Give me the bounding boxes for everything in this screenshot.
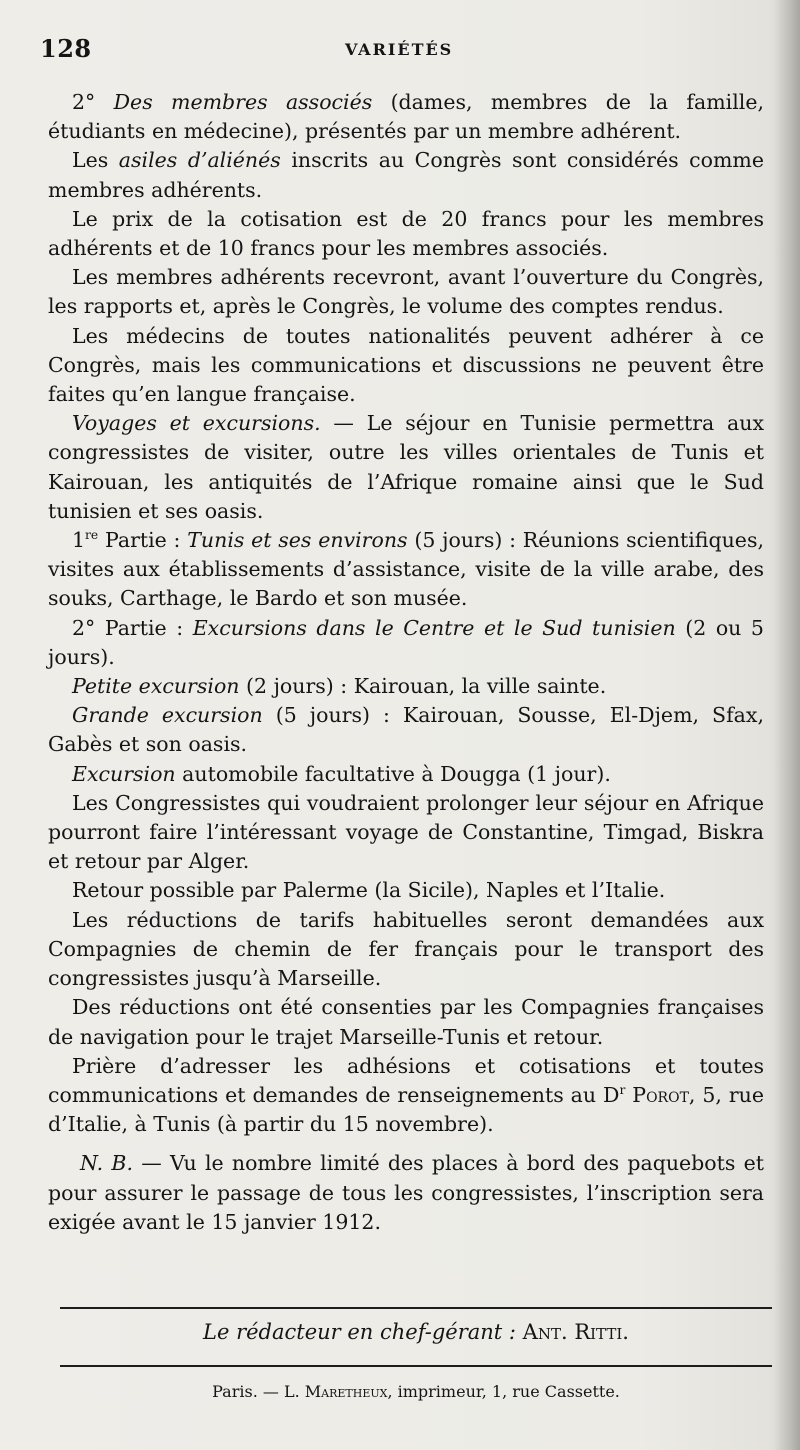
paragraph-navigation-reductions: Des réductions ont été consenties par les Compagnies françaises de navigation pour le trajet Marseille-Tunis et retour. <box>48 995 764 1049</box>
paragraph-large-excursion: Grande excursion (5 jours) : Kairouan, Sousse, El-Djem, Sfax, Gabès et son oasis. <box>48 703 764 757</box>
paragraph-railway-reductions: Les réductions de tarifs habituelles seront demandées aux Compagnies de chemin de fer français pour le transport des congressistes jusqu’à Marseille. <box>48 907 764 991</box>
paragraph-asylums: Les asiles d’aliénés inscrits au Congrès sont considérés comme membres adhérents. <box>48 148 764 202</box>
page-number: 128 <box>40 34 92 63</box>
divider-top <box>60 1307 772 1309</box>
page-edge-shadow <box>774 0 800 1450</box>
paragraph-part-one: 1re Partie : Tunis et ses environs (5 jours) : Réunions scientifiques, visites aux établissements d’assistance, visite de la ville arabe, des souks, Carthage, le Bardo et son musée. <box>48 528 764 611</box>
page-header <box>40 34 760 64</box>
paragraph-fees: Le prix de la cotisation est de 20 francs pour les membres adhérents et de 10 francs pour les membres associés. <box>48 206 764 261</box>
body-text <box>48 88 764 1237</box>
paragraph-contact: Prière d’adresser les adhésions et cotisations et toutes communications et demandes de renseignements au $D^r$ Porot, 5, rue d’Italie, à Tunis (à partir du 15 novembre). <box>48 1053 764 1137</box>
printer-imprint: Paris. — L. Maretheux, imprimeur, 1, rue Cassette. <box>212 1382 620 1401</box>
running-head: VARIÉTÉS <box>345 40 454 59</box>
paragraph-associate-members: 2° Des membres associés (dames, membres de la famille, étudiants en médecine), présentés par un membre adhérent. <box>48 90 764 144</box>
paragraph-small-excursion: Petite excursion (2 jours) : Kairouan, la ville sainte. <box>72 674 607 699</box>
paragraph-extend-stay: Les Congressistes qui voudraient prolonger leur séjour en Afrique pourront faire l’intéressant voyage de Constantine, Timgad, Biskra et retour par Alger. <box>48 790 764 874</box>
divider-bottom <box>60 1365 772 1367</box>
paragraph-nota-bene: N. B. — Vu le nombre limité des places à bord des paquebots et pour assurer le passage de tous les congressistes, l’inscription sera exigée avant le 15 janvier 1912. <box>48 1151 764 1234</box>
paragraph-part-two: 2° Partie : Excursions dans le Centre et le Sud tunisien (2 ou 5 jours). <box>48 615 764 669</box>
paragraph-return-route: Retour possible par Palerme (la Sicile), Naples et l’Italie. <box>72 878 666 903</box>
editor-name: Ant. Ritti. <box>522 1320 629 1344</box>
paragraph-language: Les médecins de toutes nationalités peuvent adhérer à ce Congrès, mais les communications et discussions ne peuvent être faites qu’en langue française. <box>48 323 764 407</box>
paragraph-dougga-excursion: Excursion automobile facultative à Dougga (1 jour). <box>72 761 611 786</box>
paragraph-voyages: Voyages et excursions. — Le séjour en Tunisie permettra aux congressistes de visiter, outre les villes orientales de Tunis et Kairouan, les antiquités de l’Afrique romaine ainsi que le Sud tunisien et ses oasis. <box>48 411 764 523</box>
editor-signature: Le rédacteur en chef-gérant : Ant. Ritti. <box>203 1320 629 1344</box>
paragraph-reports: Les membres adhérents recevront, avant l’ouverture du Congrès, les rapports et, après le Congrès, le volume des comptes rendus. <box>48 265 764 319</box>
